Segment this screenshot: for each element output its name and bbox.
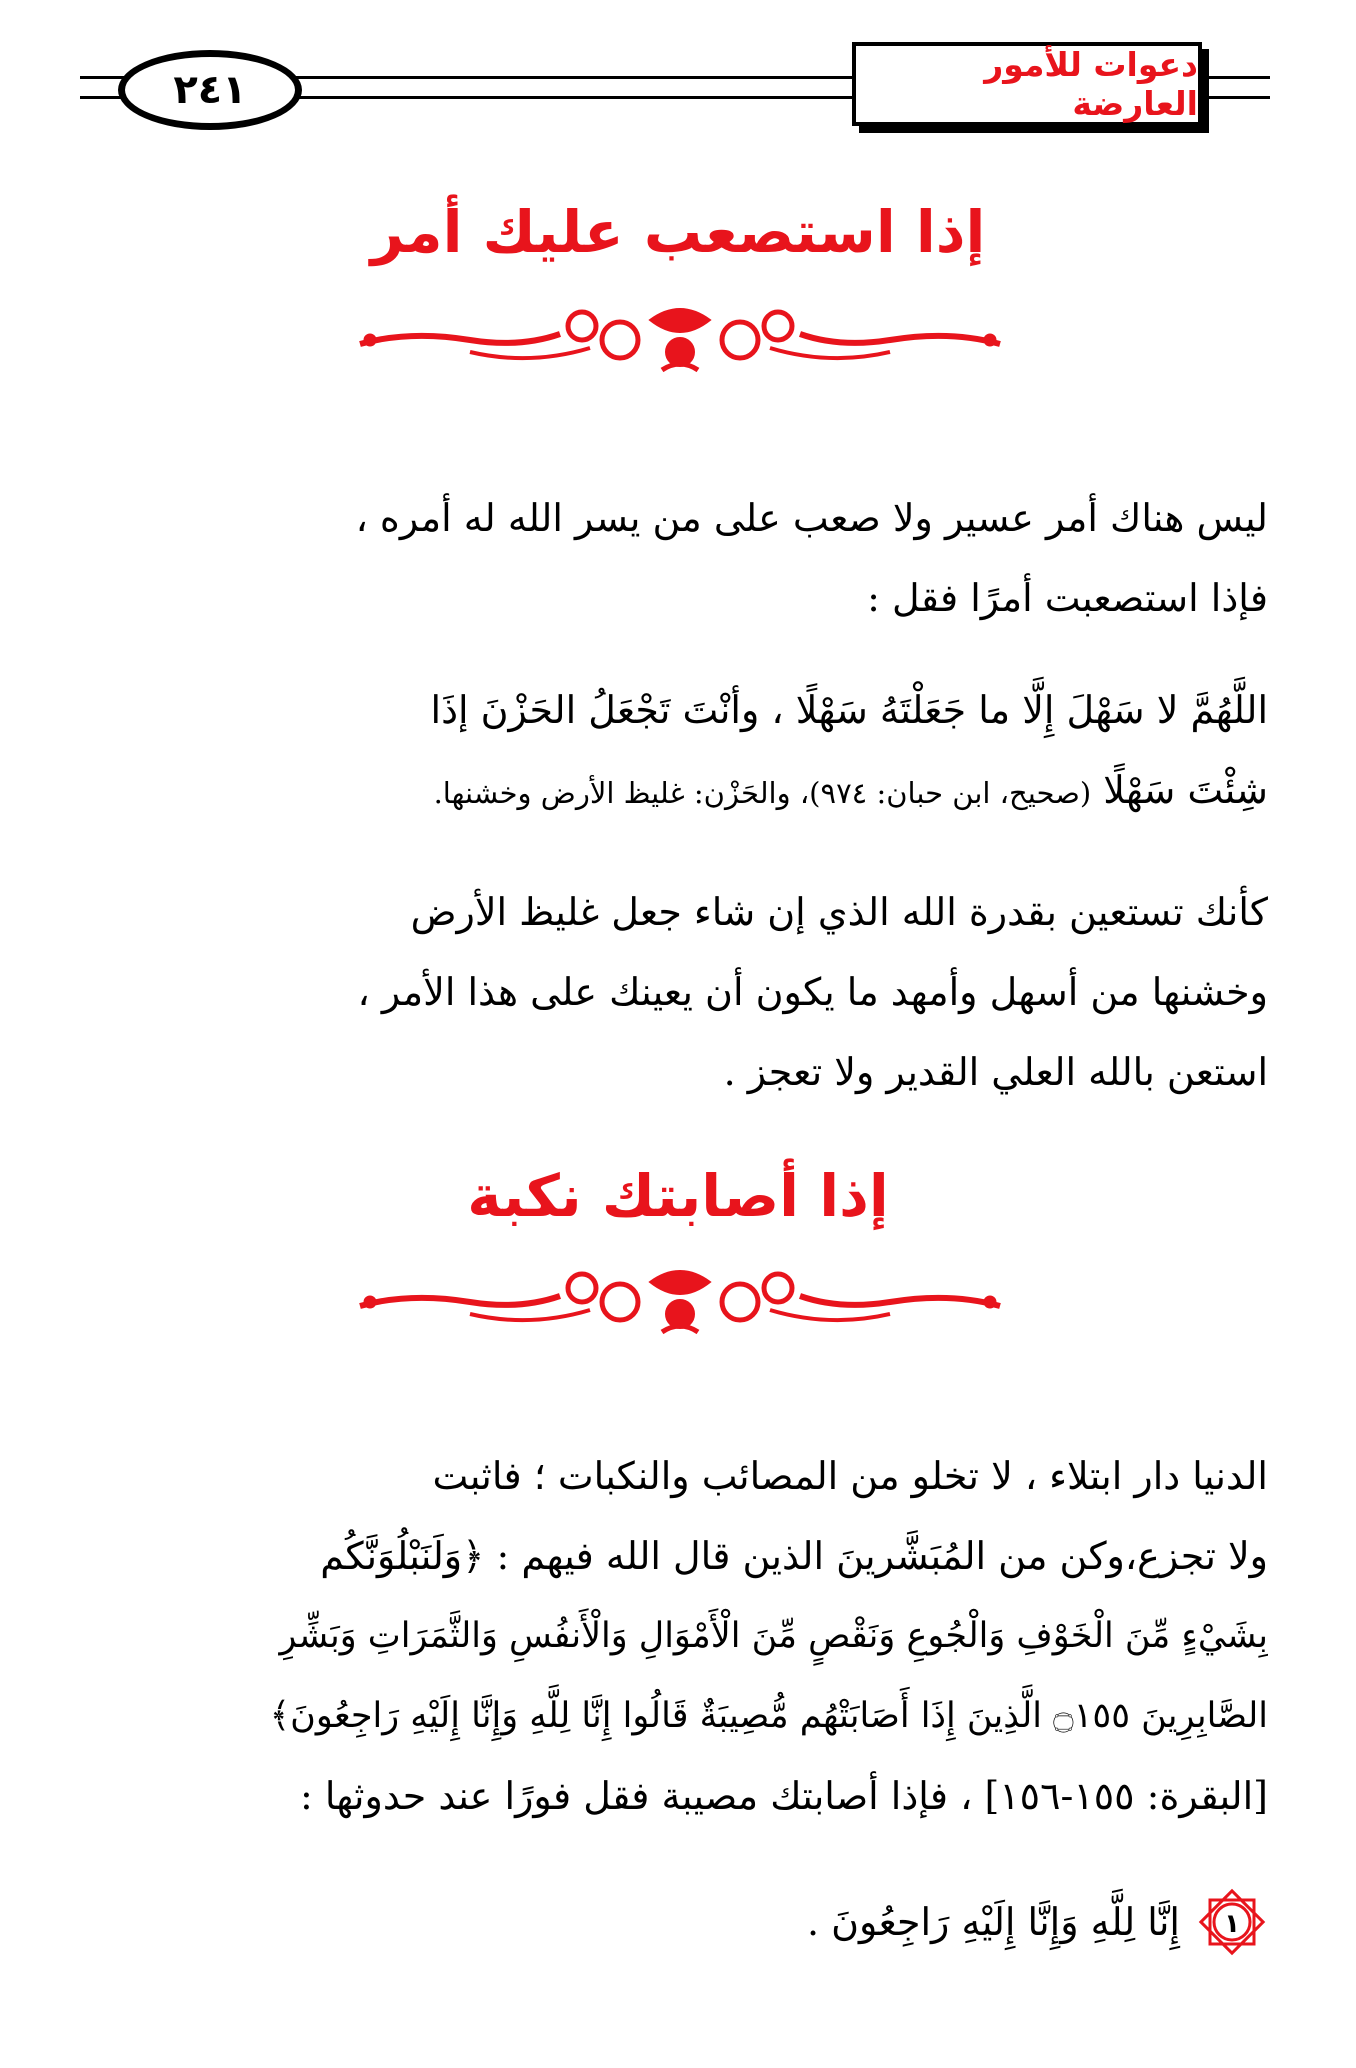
dua-line-main: شِئْتَ سَهْلًا — [1103, 768, 1268, 812]
section-title: إذا أصابتك نكبة — [467, 1162, 889, 1230]
paragraph-line: ليس هناك أمر عسير ولا صعب على من يسر الله له أمره ، — [355, 496, 1268, 540]
book-title: دعوات للأمور العارضة — [984, 45, 1198, 123]
section-title: إذا استصعب عليك أمر — [370, 198, 986, 266]
paragraph-line: وخشنها من أسهل وأمهد ما يكون أن يعينك على هذا الأمر ، — [357, 970, 1268, 1014]
dua-line — [88, 750, 1268, 830]
paragraph-line: كأنك تستعين بقدرة الله الذي إن شاء جعل غليظ الأرض — [410, 890, 1268, 934]
intro-paragraph — [88, 478, 1268, 638]
paragraph-line: الدنيا دار ابتلاء ، لا تخلو من المصائب والنكبات ؛ فاثبت — [432, 1454, 1268, 1498]
dua-paragraph — [88, 670, 1268, 830]
dua-footnote: (صحيح، ابن حبان: ٩٧٤)، والحَزْن: غليظ الأرض وخشنها. — [433, 776, 1092, 810]
eight-point-star-icon — [1196, 1886, 1268, 1958]
paragraph-line: ولا تجزع،وكن من المُبَشَّرينَ الذين قال الله فيهم : ﴿وَلَنَبْلُوَنَّكُم — [320, 1534, 1268, 1578]
explanation-paragraph — [88, 872, 1268, 1112]
paragraph-line: فإذا استصعبت أمرًا فقل : — [867, 576, 1268, 620]
dua-line: اللَّهُمَّ لا سَهْلَ إِلَّا ما جَعَلْتَهُ سَهْلًا ، وأنْتَ تَجْعَلُ الحَزْنَ إذَا — [430, 688, 1268, 732]
paragraph-line: [البقرة: ١٥٥-١٥٦] ، فإذا أصابتك مصيبة فقل فورًا عند حدوثها : — [299, 1774, 1268, 1818]
page-number: ٢٤١ — [118, 50, 302, 130]
quran-line: بِشَيْءٍ مِّنَ الْخَوْفِ وَالْجُوعِ وَنَقْصٍ مِّنَ الْأَمْوَالِ وَالْأَنفُسِ وَالثَّمَرَاتِ وَبَشِّرِ — [279, 1616, 1268, 1656]
dua-item — [88, 1882, 1268, 1962]
quran-line: الصَّابِرِينَ ۝١٥٥ الَّذِينَ إِذَا أَصَابَتْهُم مُّصِيبَةٌ قَالُوا إِنَّا لِلَّهِ وَإِنَّا إِلَيْهِ رَاجِعُونَ﴾ — [269, 1696, 1268, 1736]
ornament-divider-icon — [350, 1262, 1010, 1342]
book-title-box — [852, 42, 1202, 126]
calamity-paragraph — [88, 1436, 1268, 1836]
ornament-divider-icon — [350, 300, 1010, 380]
item-number: ١ — [1224, 1909, 1240, 1939]
dua-item-text: إِنَّا لِلَّهِ وَإِنَّا إِلَيْهِ رَاجِعُونَ . — [806, 1900, 1180, 1944]
paragraph-line: استعن بالله العلي القدير ولا تعجز . — [723, 1050, 1268, 1094]
star-number-badge — [1196, 1886, 1268, 1958]
